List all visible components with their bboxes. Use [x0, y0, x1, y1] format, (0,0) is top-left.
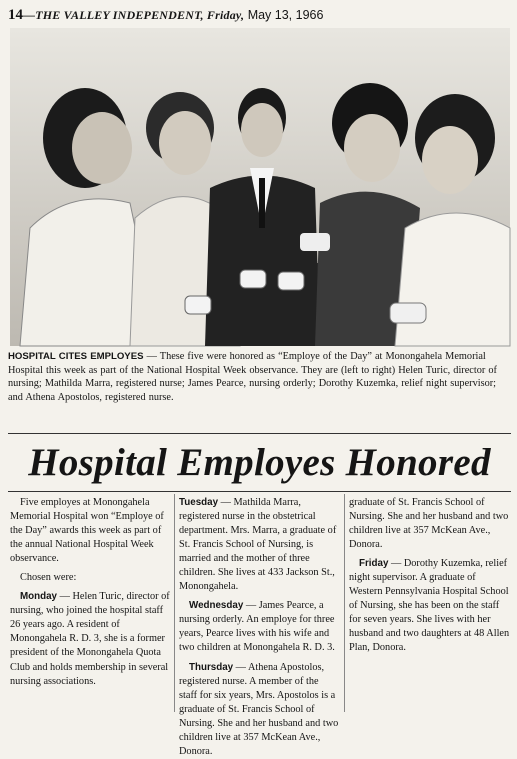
divider-rule — [8, 491, 511, 492]
article-paragraph: Wednesday — James Pearce, a nursing orderly. An employe for three years, Pearce lives with his wife and two children at Monongahela R. D. 3. — [179, 600, 335, 654]
article-paragraph: Monday — Helen Turic, director of nursing, who joined the hospital staff 26 years ago. A resident of Monongahela R. D. 3, she is a former president of the Monongahela Quota Club and holds membership in several nursing associations. — [10, 591, 170, 687]
article-column-3-flow — [349, 496, 511, 661]
article-paragraph: Chosen were: — [20, 572, 77, 584]
article-paragraph: Tuesday — Mathilda Marra, registered nurse in the obstetrical department. Mrs. Marra, a graduate of St. Francis School of Nursing, is married and the mother of three children. She lives at 433 Jackson St., Monongahela. — [179, 497, 337, 593]
paper-name: —THE VALLEY INDEPENDENT, Friday, — [23, 8, 245, 22]
column-divider — [174, 494, 175, 712]
day-label: Wednesday — [189, 600, 244, 612]
issue-date: May 13, 1966 — [247, 8, 324, 22]
article-paragraph: Friday — Dorothy Kuzemka, relief night supervisor. A graduate of Western Pennsylvania Hospital School of Nursing, she has been on the staff for seven years. She lives with her husband and two daughters at 48 Allen Plan, Donora. — [349, 558, 510, 654]
caption-text: — These five were honored as “Employe of the Day” at Monongahela Memorial Hospital this week as part of the National Hospital Week observance. They are (left to right) Helen Turic, director of nursing; Mathilda Marra, registered nurse; James Pearce, nursing orderly; Dorothy Kuzemka, relief night supervisor; and Athena Apostolos, registered nurse. — [8, 351, 497, 403]
article-column-1 — [10, 496, 170, 694]
article-paragraph: Five employes at Monongahela Memorial Hospital won “Employe of the Day” awards this week as part of the annual National Hospital Week observance. — [10, 497, 164, 565]
day-label: Monday — [20, 591, 58, 603]
photo-illustration — [10, 28, 510, 346]
page-number: 14 — [8, 7, 23, 23]
day-label: Tuesday — [179, 497, 219, 508]
article-paragraph: Thursday — Athena Apostolos, registered nurse. A member of the staff for six years, Mrs. Apostolos is a graduate of St. Francis School of Nursing. She and her husband and two children live at 357 McKean Ave., Donora. — [179, 661, 339, 757]
divider-rule — [8, 433, 511, 434]
folio-line — [8, 6, 508, 24]
news-photo — [10, 28, 510, 346]
column-divider — [344, 494, 345, 712]
article-column-2 — [179, 496, 339, 757]
day-label: Thursday — [189, 661, 234, 673]
headline: Hospital Employes Honored — [28, 441, 491, 484]
day-label: Friday — [359, 558, 389, 570]
photo-caption — [8, 350, 511, 404]
article-paragraph-continued: graduate of St. Francis School of Nursing. She and her husband and two children live at 357 McKean Ave., Donora. — [349, 497, 509, 551]
caption-lead: HOSPITAL CITES EMPLOYES — [8, 351, 144, 362]
